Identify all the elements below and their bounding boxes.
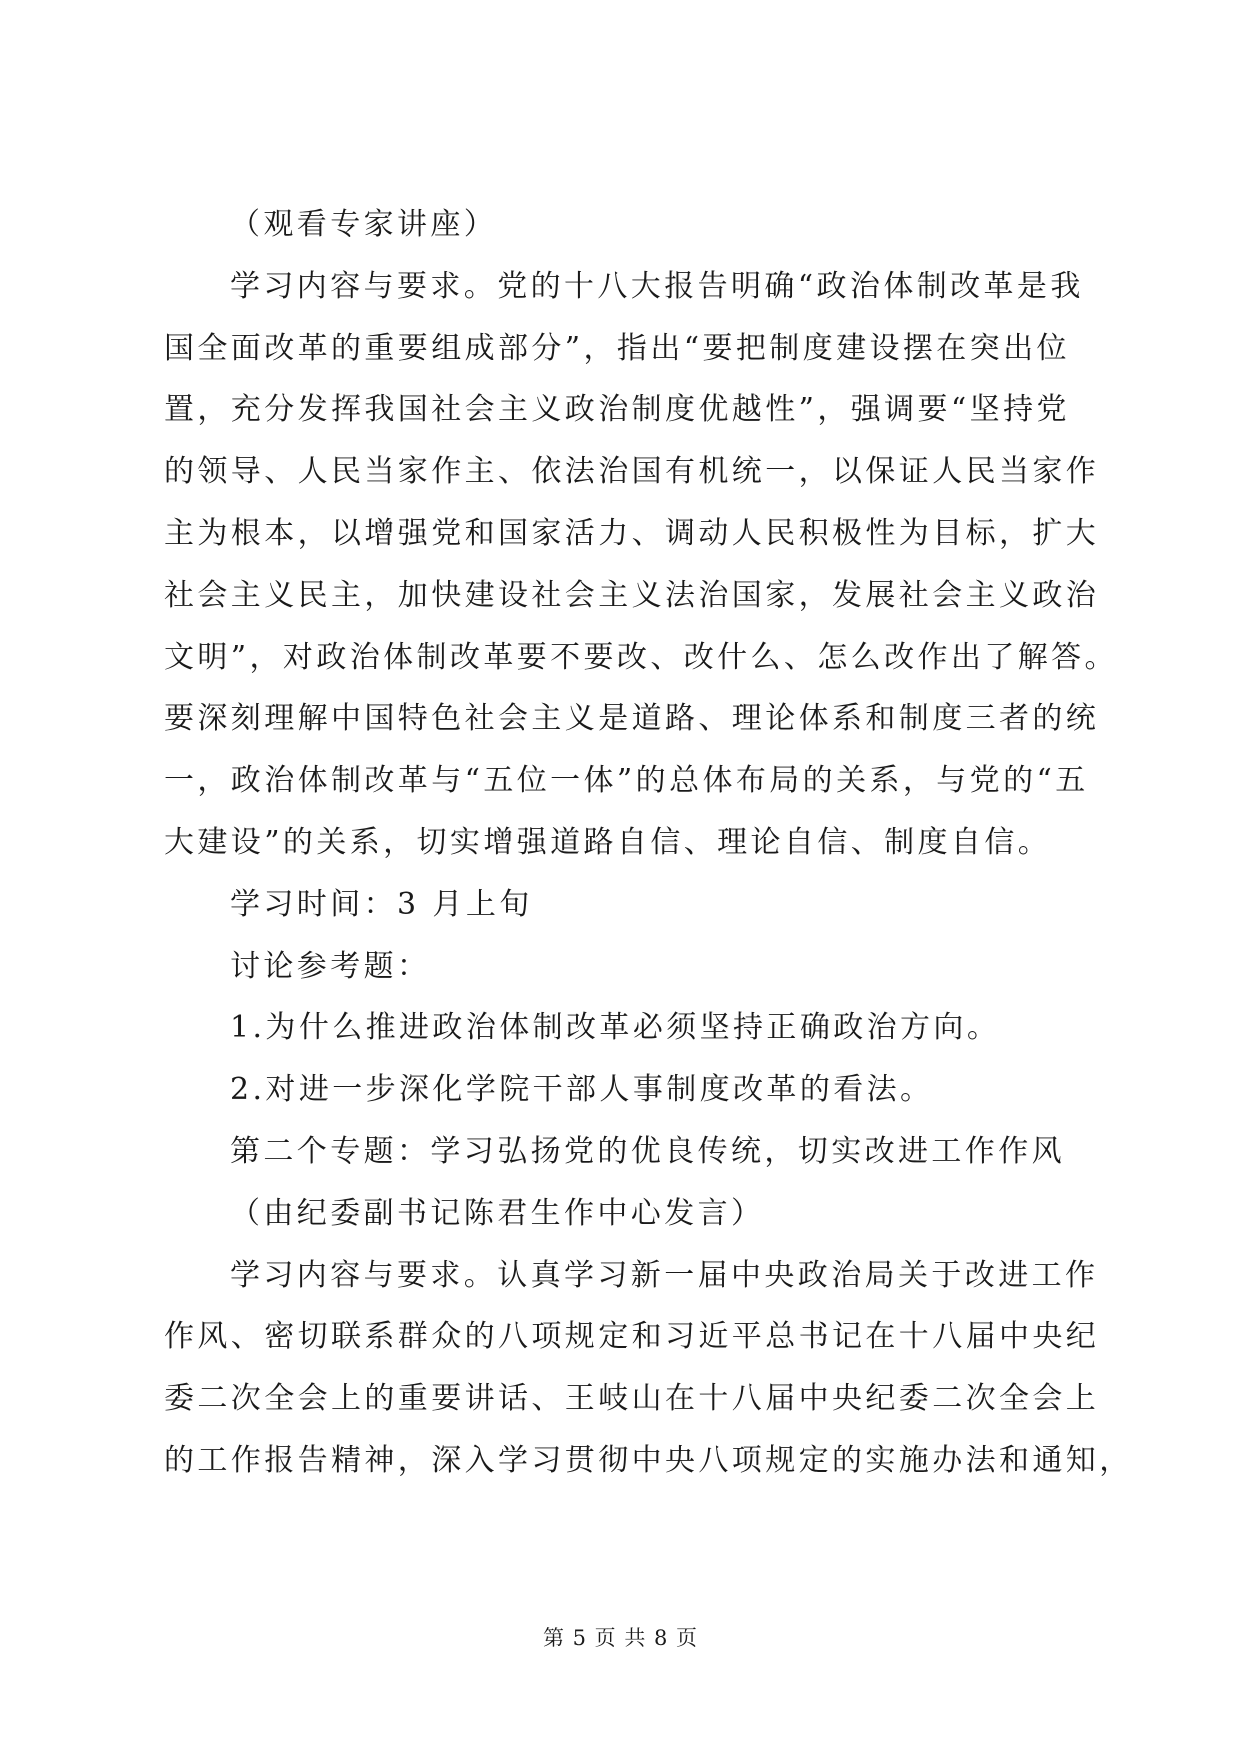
text-line: 第二个专题：学习弘扬党的优良传统，切实改进工作作风 bbox=[230, 1133, 1065, 1169]
text-line: 的领导、人民当家作主、依法治国有机统一，以保证人民当家作 bbox=[164, 454, 1100, 490]
text-line: （由纪委副书记陈君生作中心发言） bbox=[230, 1195, 765, 1231]
text-line: 的工作报告精神，深入学习贯彻中央八项规定的实施办法和通知， bbox=[164, 1442, 1133, 1478]
text-line: 讨论参考题： bbox=[230, 948, 431, 984]
text-line: 社会主义民主，加快建设社会主义法治国家，发展社会主义政治 bbox=[164, 577, 1100, 613]
text-line: 学习内容与要求。认真学习新一届中央政治局关于改进工作 bbox=[230, 1257, 1099, 1293]
text-line: 2.对进一步深化学院干部人事制度改革的看法。 bbox=[230, 1072, 934, 1108]
text-line: （观看专家讲座） bbox=[230, 207, 498, 242]
text-line: 一，政治体制改革与“五位一体”的总体布局的关系，与党的“五 bbox=[164, 763, 1089, 799]
document-body bbox=[164, 194, 1133, 1492]
text-line: 学习内容与要求。党的十八大报告明确“政治体制改革是我 bbox=[230, 268, 1084, 304]
page-footer: 第 5 页 共 8 页 bbox=[542, 1626, 699, 1650]
text-line: 学习时间：3 月上旬 bbox=[230, 886, 533, 922]
text-line: 委二次全会上的重要讲话、王岐山在十八届中央纪委二次全会上 bbox=[164, 1381, 1100, 1417]
text-line: 1.为什么推进政治体制改革必须坚持正确政治方向。 bbox=[230, 1010, 1001, 1046]
text-line: 大建设”的关系，切实增强道路自信、理论自信、制度自信。 bbox=[164, 824, 1052, 860]
text-line: 要深刻理解中国特色社会主义是道路、理论体系和制度三者的统 bbox=[164, 701, 1100, 737]
text-line: 文明”，对政治体制改革要不要改、改什么、怎么改作出了解答。 bbox=[164, 639, 1118, 675]
text-line: 作风、密切联系群众的八项规定和习近平总书记在十八届中央纪 bbox=[164, 1319, 1100, 1355]
text-line: 国全面改革的重要组成部分”，指出“要把制度建设摆在突出位 bbox=[164, 330, 1070, 366]
text-line: 置，充分发挥我国社会主义政治制度优越性”，强调要“坚持党 bbox=[164, 392, 1070, 428]
text-line: 主为根本，以增强党和国家活力、调动人民积极性为目标，扩大 bbox=[164, 515, 1100, 551]
